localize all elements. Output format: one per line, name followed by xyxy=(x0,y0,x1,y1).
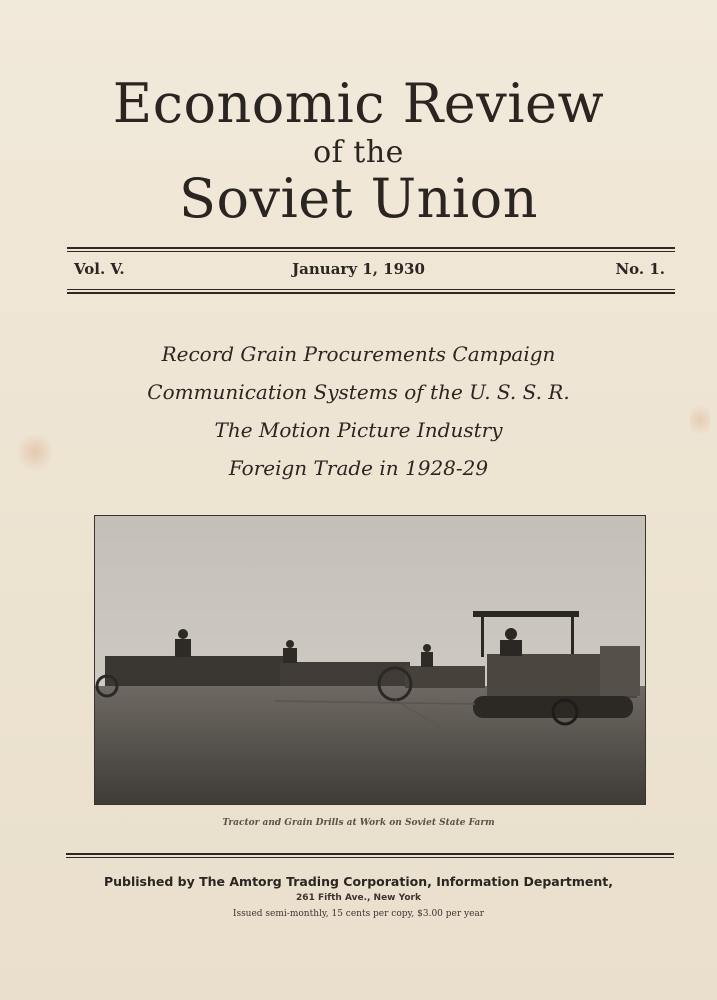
cover-photo xyxy=(94,515,646,805)
subscription-info: Issued semi-monthly, 15 cents per copy, $3.00 per year xyxy=(232,909,485,919)
issue-date: January 1, 1930 xyxy=(292,260,425,278)
headline: The Motion Picture Industry xyxy=(214,418,503,442)
photo-caption: Tractor and Grain Drills at Work on Soviet State Farm xyxy=(222,818,495,828)
publisher-line: Published by The Amtorg Trading Corporation, Information Department, xyxy=(103,874,613,889)
masthead-rule-top-thin xyxy=(67,251,675,252)
title-line-1: Economic Review xyxy=(112,72,605,135)
publisher-address: 261 Fifth Ave., New York xyxy=(296,893,421,903)
headline: Foreign Trade in 1928-29 xyxy=(228,456,489,480)
footer-rule xyxy=(66,853,674,855)
headline: Communication Systems of the U. S. S. R. xyxy=(147,380,570,404)
issue-number: No. 1. xyxy=(615,260,665,278)
headline-list xyxy=(0,335,717,487)
headline: Record Grain Procurements Campaign xyxy=(161,342,556,366)
masthead-rule-top xyxy=(67,247,675,249)
masthead-rule-bottom-thin xyxy=(67,289,675,290)
title-line-3: Soviet Union xyxy=(179,167,538,230)
tractor-photo-illustration xyxy=(95,516,645,804)
title-line-2: of the xyxy=(313,135,404,170)
volume-label: Vol. V. xyxy=(74,260,125,278)
footer-rule-thin xyxy=(66,857,674,858)
masthead-rule-bottom xyxy=(67,292,675,294)
